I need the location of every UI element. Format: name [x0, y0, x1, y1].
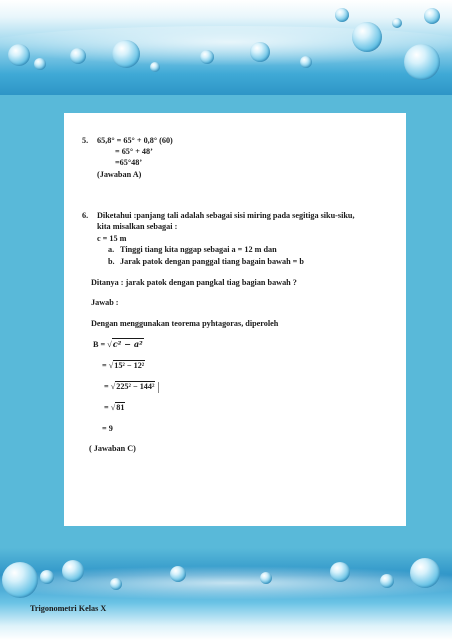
bubble: [150, 62, 160, 72]
q6-step2-radicand: 15² − 12²: [114, 361, 145, 370]
bubble: [62, 560, 84, 582]
bubble: [200, 50, 214, 64]
q5-line2: = 65° + 48’: [115, 147, 153, 156]
bubble: [410, 558, 440, 588]
q5-answer: (Jawaban A): [97, 170, 142, 179]
bubble: [300, 56, 312, 68]
q6-intro2: kita misalkan sebagai :: [97, 222, 178, 231]
q6-step2: [102, 360, 145, 371]
bubble: [34, 58, 46, 70]
q6-jawab: Jawab :: [91, 298, 119, 307]
sqrt-icon: √: [108, 361, 114, 370]
bubble: [2, 562, 38, 598]
q6-step3-lhs: =: [104, 382, 111, 391]
sqrt-icon: √: [107, 340, 112, 349]
bubble: [380, 574, 394, 588]
q6-step1-radicand: c² − a²: [112, 339, 143, 349]
q6-step4-lhs: =: [104, 403, 111, 412]
q5-line3: =65°48’: [115, 158, 143, 167]
q6-step3-radicand: 225² − 144²: [116, 382, 155, 391]
bubble: [112, 40, 140, 68]
footer-water-banner: [0, 548, 452, 640]
q6-step2-lhs: =: [102, 361, 109, 370]
q6-ditanya: Ditanya : jarak patok dengan pangkal tiag bagian bawah ?: [91, 278, 297, 287]
bubble: [170, 566, 186, 582]
q6-item-b-text: Jarak patok dengan panggal tiang bagain bawah = b: [120, 257, 304, 266]
answer-content: [64, 113, 406, 526]
q6-step4: [104, 402, 125, 413]
q6-intro1: Diketahui :panjang tali adalah sebagai sisi miring pada segitiga siku-siku,: [97, 211, 355, 220]
bubble: [424, 8, 440, 24]
q6-item-a-marker: a.: [108, 245, 115, 254]
header-water-banner: [0, 0, 452, 95]
q6-step5: = 9: [102, 424, 113, 433]
bubble: [260, 572, 272, 584]
sqrt-icon: √: [110, 403, 116, 412]
q6-item-a-text: Tinggi tiang kita nggap sebagai a = 12 m dan: [120, 245, 277, 254]
bubble: [404, 44, 440, 80]
bubble: [250, 42, 270, 62]
q6-item-b-marker: b.: [108, 257, 115, 266]
bubble: [392, 18, 402, 28]
bubble: [110, 578, 122, 590]
q6-step1-lhs: B =: [93, 340, 108, 349]
bubble: [335, 8, 349, 22]
bubble: [40, 570, 54, 584]
q6-answer: ( Jawaban C): [89, 444, 136, 453]
q5-number: 5.: [82, 136, 89, 145]
bubble: [330, 562, 350, 582]
bubble: [70, 48, 86, 64]
bubble: [352, 22, 382, 52]
text-cursor: [158, 382, 159, 393]
q6-step1: [93, 338, 144, 350]
q6-c-value: c = 15 m: [97, 234, 127, 243]
bubble: [8, 44, 30, 66]
q5-line1: 65,8° = 65° + 0,8° (60): [97, 136, 173, 145]
footer-title: Trigonometri Kelas X: [30, 604, 107, 613]
q6-step4-radicand: 81: [116, 403, 125, 412]
header-wave: [0, 26, 452, 66]
q6-number: 6.: [82, 211, 89, 220]
content-card: [64, 113, 406, 526]
q6-method: Dengan menggunakan teorema pyhtagoras, diperoleh: [91, 319, 279, 328]
sqrt-icon: √: [110, 382, 116, 391]
q6-step3: [104, 381, 159, 393]
